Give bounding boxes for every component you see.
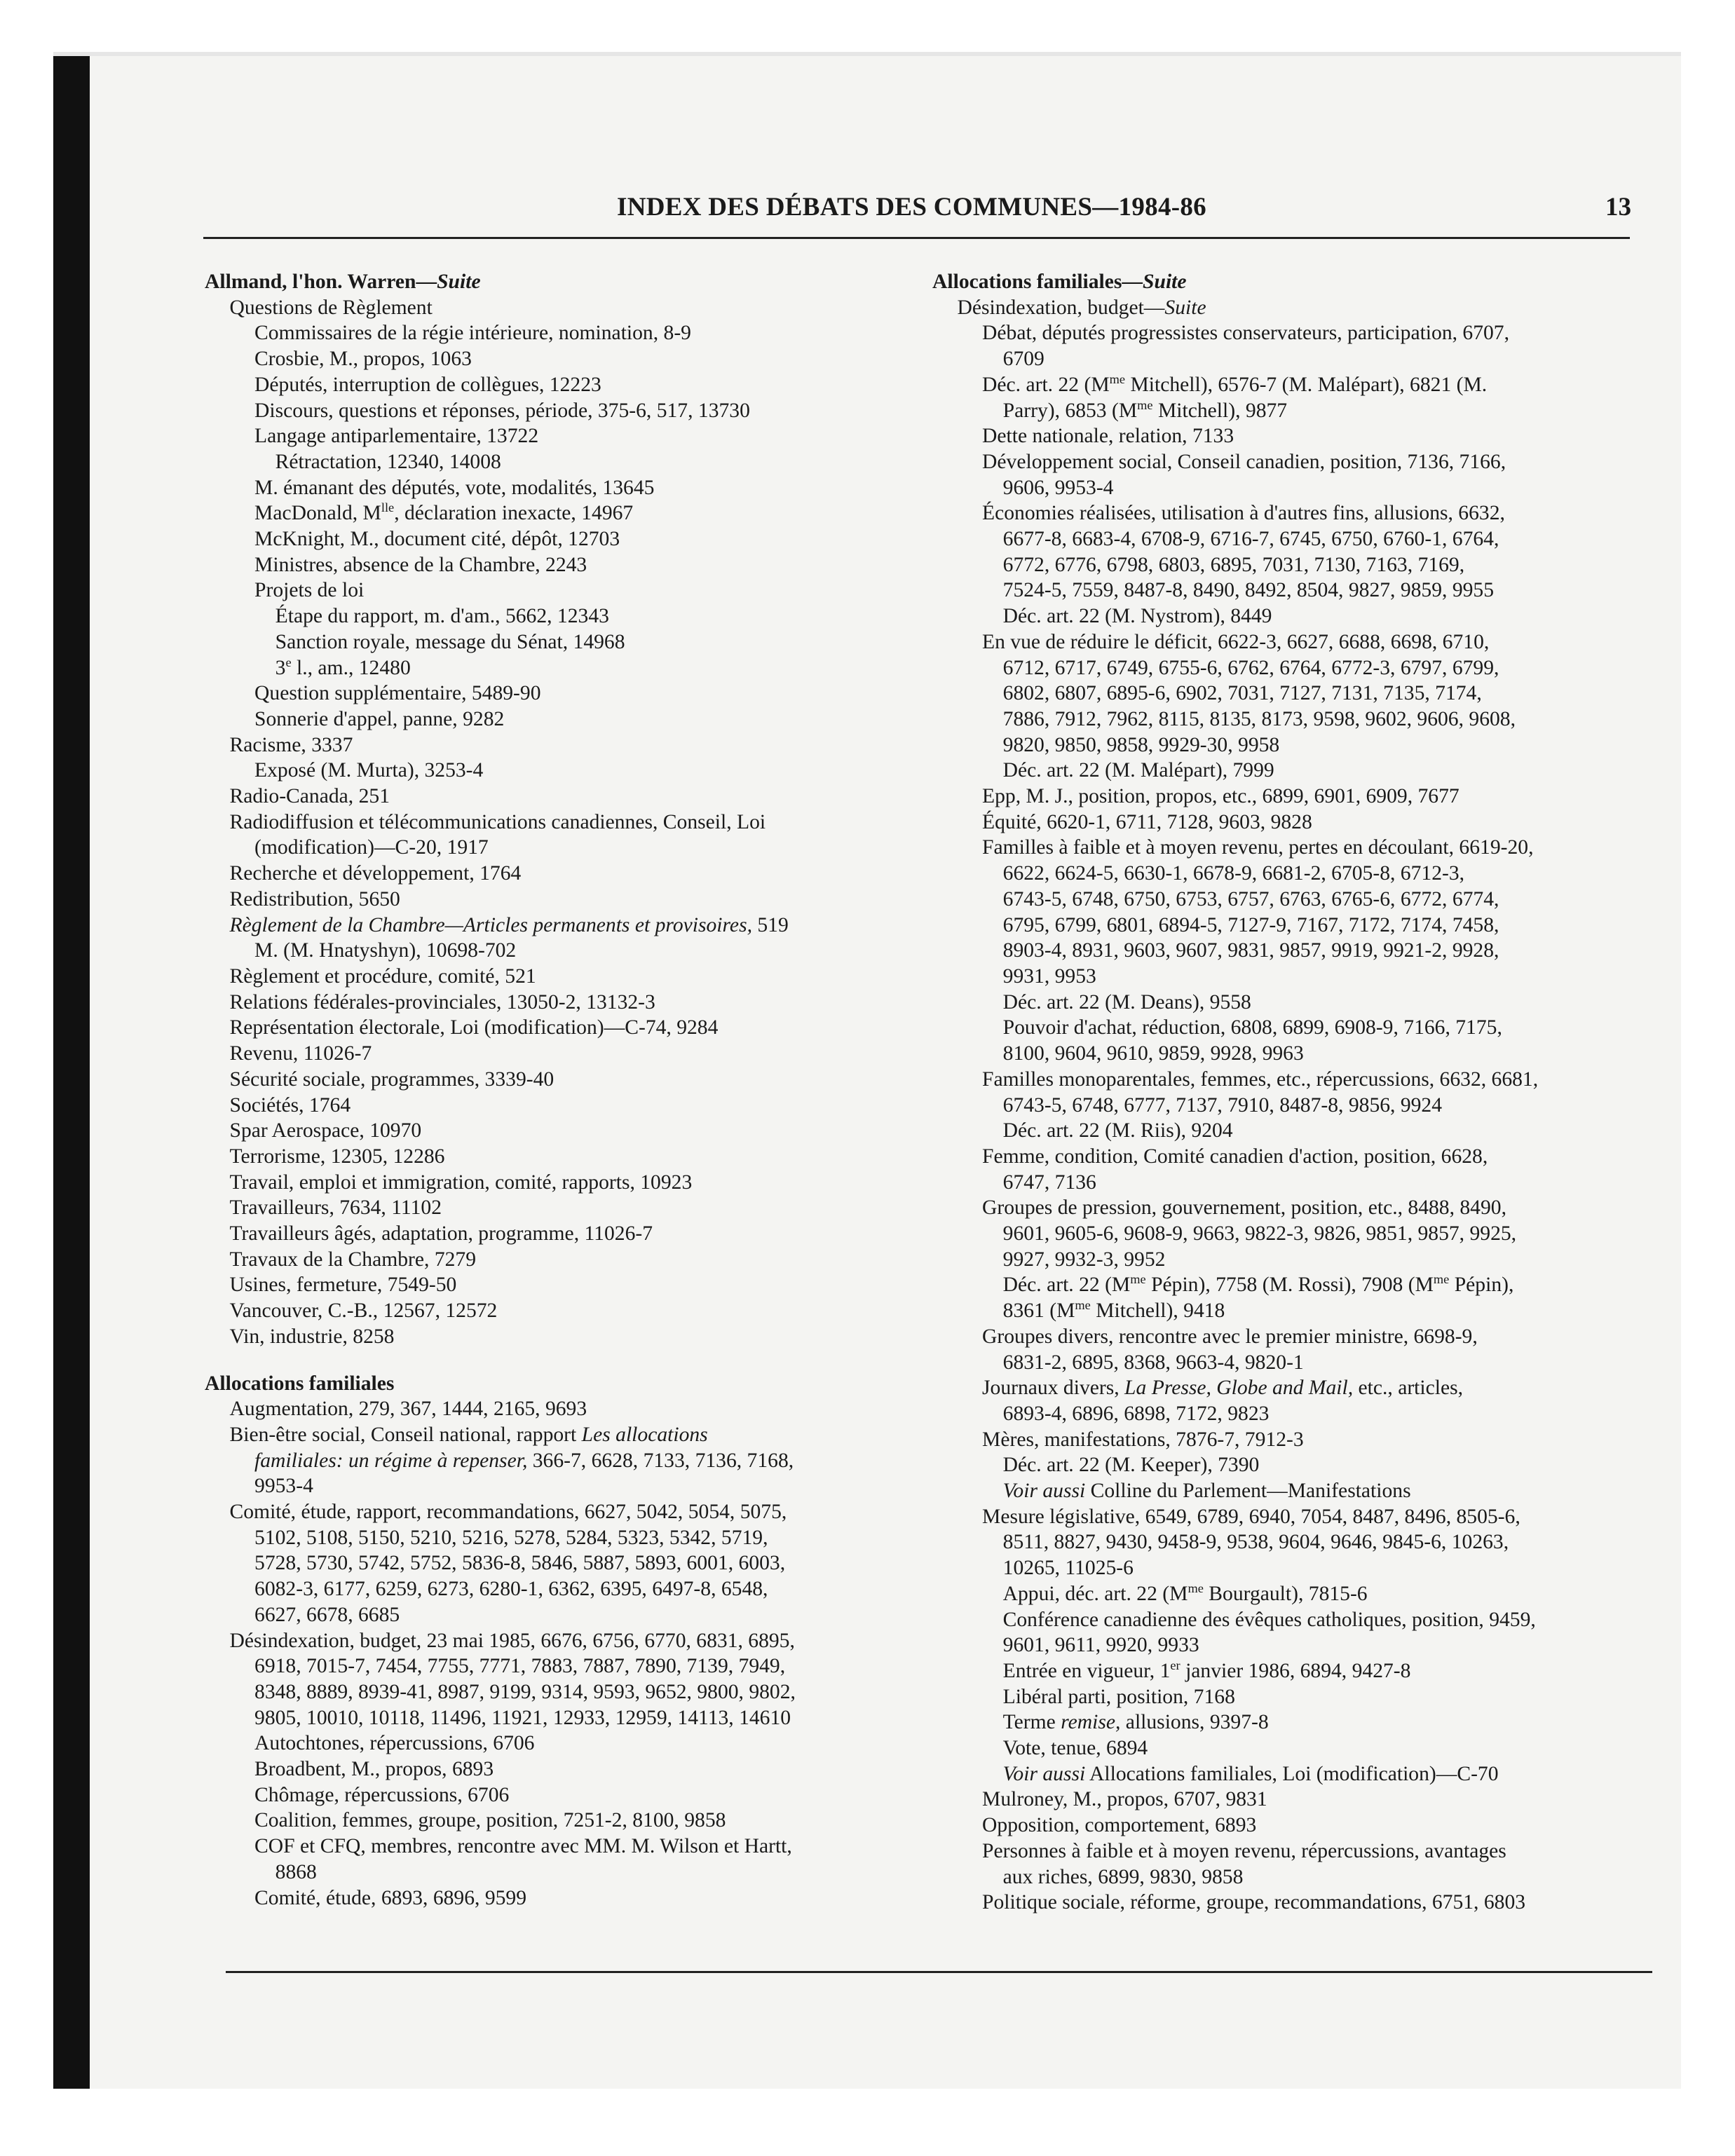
index-entry [205,1448,920,1474]
index-entry [205,835,920,861]
entry-text: M. (M. Hnatyshyn), 10698-702 [254,939,517,962]
entry-text: Travailleurs, 7634, 11102 [229,1196,442,1220]
entry-text: 6743-5, 6748, 6777, 7137, 7910, 8487-8, 9856, 9924 [1002,1093,1443,1117]
page-number: 13 [1605,193,1631,221]
index-entry [932,835,1675,861]
index-entry [205,500,920,526]
entry-text: 5728, 5730, 5742, 5752, 5836-8, 5846, 5887, 5893, 6001, 6003, [254,1552,786,1575]
index-entry [205,1396,920,1422]
entry-text: 6918, 7015-7, 7454, 7755, 7771, 7883, 7887, 7890, 7139, 7949, [254,1655,786,1678]
entry-text: Familles à faible et à moyen revenu, pertes en découlant, 6619-20, [982,836,1534,859]
index-entry [205,603,920,629]
entry-text: Travaux de la Chambre, 7279 [229,1248,477,1271]
entry-text: Discours, questions et réponses, période, 375-6, 517, 13730 [254,399,750,422]
entry-text: Développement social, Conseil canadien, position, 7136, 7166, [982,450,1506,473]
index-entry [205,1602,920,1628]
index-entry [932,1478,1675,1504]
entry-text: 6677-8, 6683-4, 6708-9, 6716-7, 6745, 6750, 6760-1, 6764, [1002,528,1499,551]
index-entry [932,964,1675,990]
entry-text: Équité, 6620-1, 6711, 7128, 9603, 9828 [982,810,1312,833]
index-entry [205,1298,920,1324]
index-entry [205,1731,920,1756]
index-entry [932,1093,1675,1119]
entry-text: 3 [275,656,286,679]
entry-text: Femme, condition, Comité canadien d'action, position, 6628, [982,1145,1488,1168]
index-entry [932,1658,1675,1684]
index-entry [932,1632,1675,1658]
entry-text: Conférence canadienne des évêques catholiques, position, 9459, [1002,1608,1536,1631]
index-entry [205,1653,920,1679]
entry-text: l., am., 12480 [291,656,411,679]
entry-text: Débat, députés progressistes conservateurs, participation, 6707, [982,322,1509,345]
index-entry [205,1221,920,1247]
entry-text: 10265, 11025-6 [1002,1557,1134,1580]
entry-text: Travailleurs âgés, adaptation, programme, 11026-7 [229,1222,653,1246]
index-entry [932,1838,1675,1864]
entry-text: 6627, 6678, 6685 [254,1603,400,1626]
entry-text: Travail, emploi et immigration, comité, rapports, 10923 [229,1171,693,1194]
entry-text: MacDonald, M [254,502,381,525]
index-entry [932,938,1675,964]
index-entry [205,1170,920,1196]
index-entry [932,526,1675,552]
entry-text: Politique sociale, réforme, groupe, recommandations, 6751, 6803 [982,1891,1526,1914]
index-entry [205,629,920,655]
entry-text: Déc. art. 22 (M. Nystrom), 8449 [1002,605,1272,628]
italic-text: Voir aussi [1002,1762,1086,1785]
index-entry [932,629,1675,655]
index-entry [932,1015,1675,1041]
entry-text: Pépin), 7758 (M. Rossi), 7908 (M [1145,1274,1434,1297]
index-entry [205,1473,920,1499]
index-entry [932,1581,1675,1607]
italic-text: familiales: un régime à repenser, [254,1449,528,1472]
index-entry [205,707,920,732]
entry-text: Sécurité sociale, programmes, 3339-40 [229,1067,554,1091]
index-entry [205,1247,920,1273]
index-entry [932,603,1675,629]
entry-text: Spar Aerospace, 10970 [229,1119,422,1142]
entry-text: Redistribution, 5650 [229,887,400,910]
entry-text: Terme [1002,1711,1061,1734]
entry-text: 9931, 9953 [1002,964,1096,988]
entry-text: Pépin), [1449,1274,1514,1297]
index-entry [205,1885,920,1911]
index-entry [932,346,1675,372]
entry-text: Sonnerie d'appel, panne, 9282 [254,707,505,730]
header-rule [203,237,1630,239]
index-entry [932,1298,1675,1324]
index-entry [205,1576,920,1602]
entry-text: Déc. art. 22 (M. Riis), 9204 [1002,1119,1233,1142]
superscript-text: me [1075,1298,1091,1313]
index-entry [205,1195,920,1221]
index-entry [932,398,1675,424]
index-entry [205,449,920,475]
index-entry [932,449,1675,475]
index-entry [932,1529,1675,1555]
index-entry [205,681,920,707]
entry-text: Étape du rapport, m. d'am., 5662, 12343 [275,605,609,628]
italic-text: Suite [1164,296,1206,319]
index-entry [205,1067,920,1093]
index-entry [205,1272,920,1298]
entry-text: M. émanant des députés, vote, modalités, 13645 [254,476,655,499]
superscript-text: e [285,655,292,669]
index-entry [932,681,1675,707]
index-entry [932,1144,1675,1170]
entry-text: Autochtones, répercussions, 6706 [254,1732,535,1755]
index-entry [932,1324,1675,1350]
index-entry [932,784,1675,810]
entry-text: Revenu, 11026-7 [229,1042,372,1065]
index-entry [205,475,920,501]
entry-text: 9601, 9605-6, 9608-9, 9663, 9822-3, 9826, 9851, 9857, 9925, [1002,1222,1517,1246]
index-entry [932,861,1675,887]
entry-text: 6893-4, 6896, 6898, 7172, 9823 [1002,1402,1270,1425]
index-entry [932,475,1675,501]
italic-text: La Presse, Globe and Mail, [1124,1377,1354,1400]
index-entry [205,964,920,990]
entry-text: 8868 [275,1860,317,1883]
index-entry [205,552,920,578]
index-entry [932,707,1675,732]
index-entry [932,1375,1675,1401]
entry-text: 9601, 9611, 9920, 9933 [1002,1634,1199,1657]
entry-text: Rétractation, 12340, 14008 [275,450,501,473]
index-entry [205,1782,920,1808]
index-entry [932,1504,1675,1530]
entry-text: 519 [751,913,789,936]
index-entry [932,1864,1675,1890]
superscript-text: me [1188,1581,1204,1595]
index-entry [932,1427,1675,1453]
index-entry [932,758,1675,784]
entry-text: Représentation électorale, Loi (modification)—C-74, 9284 [229,1016,719,1039]
entry-text: 6747, 7136 [1002,1171,1096,1194]
index-entry [932,1067,1675,1093]
index-entry [932,1735,1675,1761]
entry-text: Radiodiffusion et télécommunications canadiennes, Conseil, Loi [229,810,766,833]
entry-text: Groupes de pression, gouvernement, position, etc., 8488, 8490, [982,1196,1506,1220]
index-entry [932,295,1675,321]
entry-text: Usines, fermeture, 7549-50 [229,1274,457,1297]
entry-text: Langage antiparlementaire, 13722 [254,425,539,448]
entry-text: , déclaration inexacte, 14967 [394,502,634,525]
index-entry [932,1761,1675,1787]
entry-text: 6712, 6717, 6749, 6755-6, 6762, 6764, 6772-3, 6797, 6799, [1002,656,1499,679]
entry-text: aux riches, 6899, 9830, 9858 [1002,1865,1244,1888]
superscript-text: me [1433,1272,1450,1287]
index-entry [932,655,1675,681]
entry-text: Allocations familiales— [932,271,1143,293]
entry-text: 8511, 8827, 9430, 9458-9, 9538, 9604, 9646, 9845-6, 10263, [1002,1531,1509,1554]
index-entry [205,990,920,1016]
entry-text: Familles monoparentales, femmes, etc., répercussions, 6632, 6681, [982,1067,1539,1091]
index-column-left [205,269,920,1911]
entry-text: Comité, étude, rapport, recommandations, 6627, 5042, 5054, 5075, [229,1501,787,1524]
entry-text: Commissaires de la régie intérieure, nomination, 8-9 [254,322,691,345]
entry-text: Dette nationale, relation, 7133 [982,425,1234,448]
entry-text: 8361 (M [1002,1299,1075,1323]
index-entry [932,1813,1675,1838]
index-entry [205,423,920,449]
entry-text: Vin, industrie, 8258 [229,1325,395,1348]
index-entry [932,810,1675,835]
entry-text: 366-7, 6628, 7133, 7136, 7168, [527,1449,794,1472]
entry-text: 9820, 9850, 9858, 9929-30, 9958 [1002,733,1280,756]
entry-text: (modification)—C-20, 1917 [254,836,489,859]
index-entry [932,372,1675,398]
index-entry [932,578,1675,603]
entry-text: Déc. art. 22 (M. Deans), 9558 [1002,990,1251,1014]
entry-text: Vancouver, C.-B., 12567, 12572 [229,1299,498,1323]
index-entry [932,1247,1675,1273]
italic-text: Suite [437,271,481,293]
index-entry [205,1041,920,1067]
entry-text: Allmand, l'hon. Warren— [205,271,437,293]
index-entry [932,1170,1675,1196]
entry-text: etc., articles, [1353,1377,1464,1400]
scan-border [53,52,90,2089]
entry-text: Colline du Parlement—Manifestations [1085,1480,1411,1503]
index-entry [205,913,920,939]
index-entry [932,887,1675,913]
entry-text: Pouvoir d'achat, réduction, 6808, 6899, 6908-9, 7166, 7175, [1002,1016,1502,1039]
superscript-text: er [1170,1658,1181,1673]
index-entry [205,1015,920,1041]
entry-text: janvier 1986, 6894, 9427-8 [1180,1659,1411,1682]
index-entry [932,423,1675,449]
entry-text: Parry), 6853 (M [1002,399,1138,422]
running-header-title: INDEX DES DÉBATS DES COMMUNES—1984-86 [617,193,1206,221]
superscript-text: me [1109,371,1126,386]
entry-text: Bien-être social, Conseil national, rapport [229,1423,582,1446]
index-entry [205,1756,920,1782]
index-entry [205,1860,920,1885]
entry-text: Règlement et procédure, comité, 521 [229,964,536,988]
italic-text: remise, [1061,1711,1121,1734]
superscript-text: lle [381,500,395,515]
index-entry [932,1350,1675,1376]
index-entry [205,938,920,964]
entry-text: Sociétés, 1764 [229,1093,351,1117]
italic-text: Suite [1143,271,1187,293]
entry-text: Chômage, répercussions, 6706 [254,1783,510,1806]
index-heading [205,269,920,295]
index-entry [932,1221,1675,1247]
index-entry [932,1555,1675,1581]
entry-text: 9606, 9953-4 [1002,476,1114,499]
index-entry [932,500,1675,526]
entry-text: 8903-4, 8931, 9603, 9607, 9831, 9857, 9919, 9921-2, 9928, [1002,939,1499,962]
entry-text: 8100, 9604, 9610, 9859, 9928, 9963 [1002,1042,1304,1065]
entry-text: 9805, 10010, 10118, 11496, 11921, 12933, 12959, 14113, 14610 [254,1706,791,1729]
entry-text: Désindexation, budget— [957,296,1165,319]
index-entry [205,1679,920,1705]
index-entry [205,1499,920,1525]
index-entry [932,1118,1675,1144]
entry-text: 6795, 6799, 6801, 6894-5, 7127-9, 7167, 7172, 7174, 7458, [1002,913,1499,936]
index-heading [205,1371,920,1397]
entry-text: Exposé (M. Murta), 3253-4 [254,759,484,782]
entry-text: Relations fédérales-provinciales, 13050-2, 13132-3 [229,990,655,1014]
index-entry [205,732,920,758]
entry-text: Appui, déc. art. 22 (M [1002,1582,1188,1605]
entry-text: 5102, 5108, 5150, 5210, 5216, 5278, 5284, 5323, 5342, 5719, [254,1526,768,1549]
entry-text: Epp, M. J., position, propos, etc., 6899, 6901, 6909, 7677 [982,785,1460,808]
entry-text: 6831-2, 6895, 8368, 9663-4, 9820-1 [1002,1351,1304,1374]
entry-text: 6772, 6776, 6798, 6803, 6895, 7031, 7130, 7163, 7169, [1002,553,1465,576]
entry-text: Sanction royale, message du Sénat, 14968 [275,630,625,653]
entry-text: COF et CFQ, membres, rencontre avec MM. M. Wilson et Hartt, [254,1835,792,1858]
entry-text: Mulroney, M., propos, 6707, 9831 [982,1788,1267,1811]
index-entry [932,732,1675,758]
index-entry [205,784,920,810]
entry-text: Question supplémentaire, 5489-90 [254,682,541,705]
entry-text: Groupes divers, rencontre avec le premier ministre, 6698-9, [982,1325,1478,1348]
entry-text: Entrée en vigueur, 1 [1002,1659,1171,1682]
entry-text: Racisme, 3337 [229,733,353,756]
index-entry [205,1093,920,1119]
index-entry [205,810,920,835]
entry-text: Mesure législative, 6549, 6789, 6940, 7054, 8487, 8496, 8505-6, [982,1505,1520,1528]
entry-text: 9953-4 [254,1475,313,1498]
index-column-right [932,269,1675,1916]
entry-text: Radio-Canada, 251 [229,785,390,808]
entry-text: Mitchell), 9418 [1090,1299,1225,1323]
entry-text: 9927, 9932-3, 9952 [1002,1248,1166,1271]
index-entry [932,552,1675,578]
index-entry [205,1118,920,1144]
index-entry [932,320,1675,346]
index-entry [932,1787,1675,1813]
entry-text: Augmentation, 279, 367, 1444, 2165, 9693 [229,1398,587,1421]
index-entry [932,913,1675,939]
index-entry [932,1684,1675,1710]
index-entry [205,1550,920,1576]
entry-text: McKnight, M., document cité, dépôt, 12703 [254,528,620,551]
entry-text: Recherche et développement, 1764 [229,862,522,885]
index-entry [205,1422,920,1448]
index-entry [932,1452,1675,1478]
index-entry [205,887,920,913]
index-entry [932,1195,1675,1221]
entry-text: Économies réalisées, utilisation à d'autres fins, allusions, 6632, [982,502,1505,525]
entry-text: Libéral parti, position, 7168 [1002,1685,1235,1708]
index-entry [205,1525,920,1551]
index-entry [205,1324,920,1350]
entry-text: Opposition, comportement, 6893 [982,1814,1257,1837]
entry-text: Comité, étude, 6893, 6896, 9599 [254,1886,527,1909]
index-entry [205,346,920,372]
entry-text: Députés, interruption de collègues, 12223 [254,373,601,396]
index-entry [205,526,920,552]
index-entry [932,990,1675,1016]
entry-text: Broadbent, M., propos, 6893 [254,1758,494,1781]
entry-text: Déc. art. 22 (M [982,373,1110,396]
entry-text: Vote, tenue, 6894 [1002,1737,1148,1760]
index-entry [932,1710,1675,1735]
index-entry [205,1834,920,1860]
entry-text: 8348, 8889, 8939-41, 8987, 9199, 9314, 9593, 9652, 9800, 9802, [254,1680,796,1703]
entry-text: Déc. art. 22 (M [1002,1274,1131,1297]
entry-text: Mitchell), 9877 [1152,399,1288,422]
index-entry [205,398,920,424]
index-entry [205,578,920,603]
entry-text: 6082-3, 6177, 6259, 6273, 6280-1, 6362, 6395, 6497-8, 6548, [254,1578,768,1601]
entry-text: Désindexation, budget, 23 mai 1985, 6676, 6756, 6770, 6831, 6895, [229,1629,795,1652]
entry-text: Terrorisme, 12305, 12286 [229,1145,445,1168]
index-entry [205,655,920,681]
index-entry [205,861,920,887]
index-entry [932,1607,1675,1633]
entry-text: 7524-5, 7559, 8487-8, 8490, 8492, 8504, 9827, 9859, 9955 [1002,579,1495,602]
index-entry [205,1808,920,1834]
entry-text: Journaux divers, [982,1377,1125,1400]
index-entry [205,1705,920,1731]
entry-text: 7886, 7912, 7962, 8115, 8135, 8173, 9598, 9602, 9606, 9608, [1002,707,1516,730]
index-entry [205,1628,920,1654]
entry-text: Mitchell), 6576-7 (M. Malépart), 6821 (M. [1125,373,1488,396]
italic-text: Règlement de la Chambre—Articles permanents et provisoires, [229,913,752,936]
entry-text: Personnes à faible et à moyen revenu, répercussions, avantages [982,1839,1506,1862]
entry-text: Déc. art. 22 (M. Keeper), 7390 [1002,1454,1260,1477]
italic-text: Les allocations [581,1423,708,1446]
entry-text: En vue de réduire le déficit, 6622-3, 6627, 6688, 6698, 6710, [982,630,1490,653]
index-heading [932,269,1675,295]
superscript-text: me [1137,397,1153,412]
entry-text: Projets de loi [254,579,365,602]
entry-text: Bourgault), 7815-6 [1203,1582,1368,1605]
superscript-text: me [1130,1272,1146,1287]
entry-text: 6709 [1002,348,1045,371]
scan-top-edge [53,52,1681,56]
entry-text: Déc. art. 22 (M. Malépart), 7999 [1002,759,1274,782]
entry-text: Allocations familiales, Loi (modification)—C-70 [1085,1762,1499,1785]
entry-text: Ministres, absence de la Chambre, 2243 [254,553,587,576]
index-entry [932,1272,1675,1298]
entry-text: Questions de Règlement [229,296,433,319]
index-entry [932,1890,1675,1916]
entry-text: 6743-5, 6748, 6750, 6753, 6757, 6763, 6765-6, 6772, 6774, [1002,887,1499,910]
index-entry [932,1401,1675,1427]
entry-text: Allocations familiales [205,1372,395,1395]
entry-text: 6802, 6807, 6895-6, 6902, 7031, 7127, 7131, 7135, 7174, [1002,682,1482,705]
index-entry [205,372,920,398]
entry-text: allusions, 9397-8 [1120,1711,1269,1734]
entry-text: 6622, 6624-5, 6630-1, 6678-9, 6681-2, 6705-8, 6712-3, [1002,862,1465,885]
footer-rule [226,1971,1652,1973]
index-entry [205,1144,920,1170]
index-entry [205,758,920,784]
entry-text: Crosbie, M., propos, 1063 [254,348,472,371]
index-entry [205,320,920,346]
entry-text: Coalition, femmes, groupe, position, 7251-2, 8100, 9858 [254,1809,726,1832]
entry-text: Mères, manifestations, 7876-7, 7912-3 [982,1428,1304,1451]
index-entry [932,1041,1675,1067]
italic-text: Voir aussi [1002,1480,1086,1503]
index-entry [205,295,920,321]
